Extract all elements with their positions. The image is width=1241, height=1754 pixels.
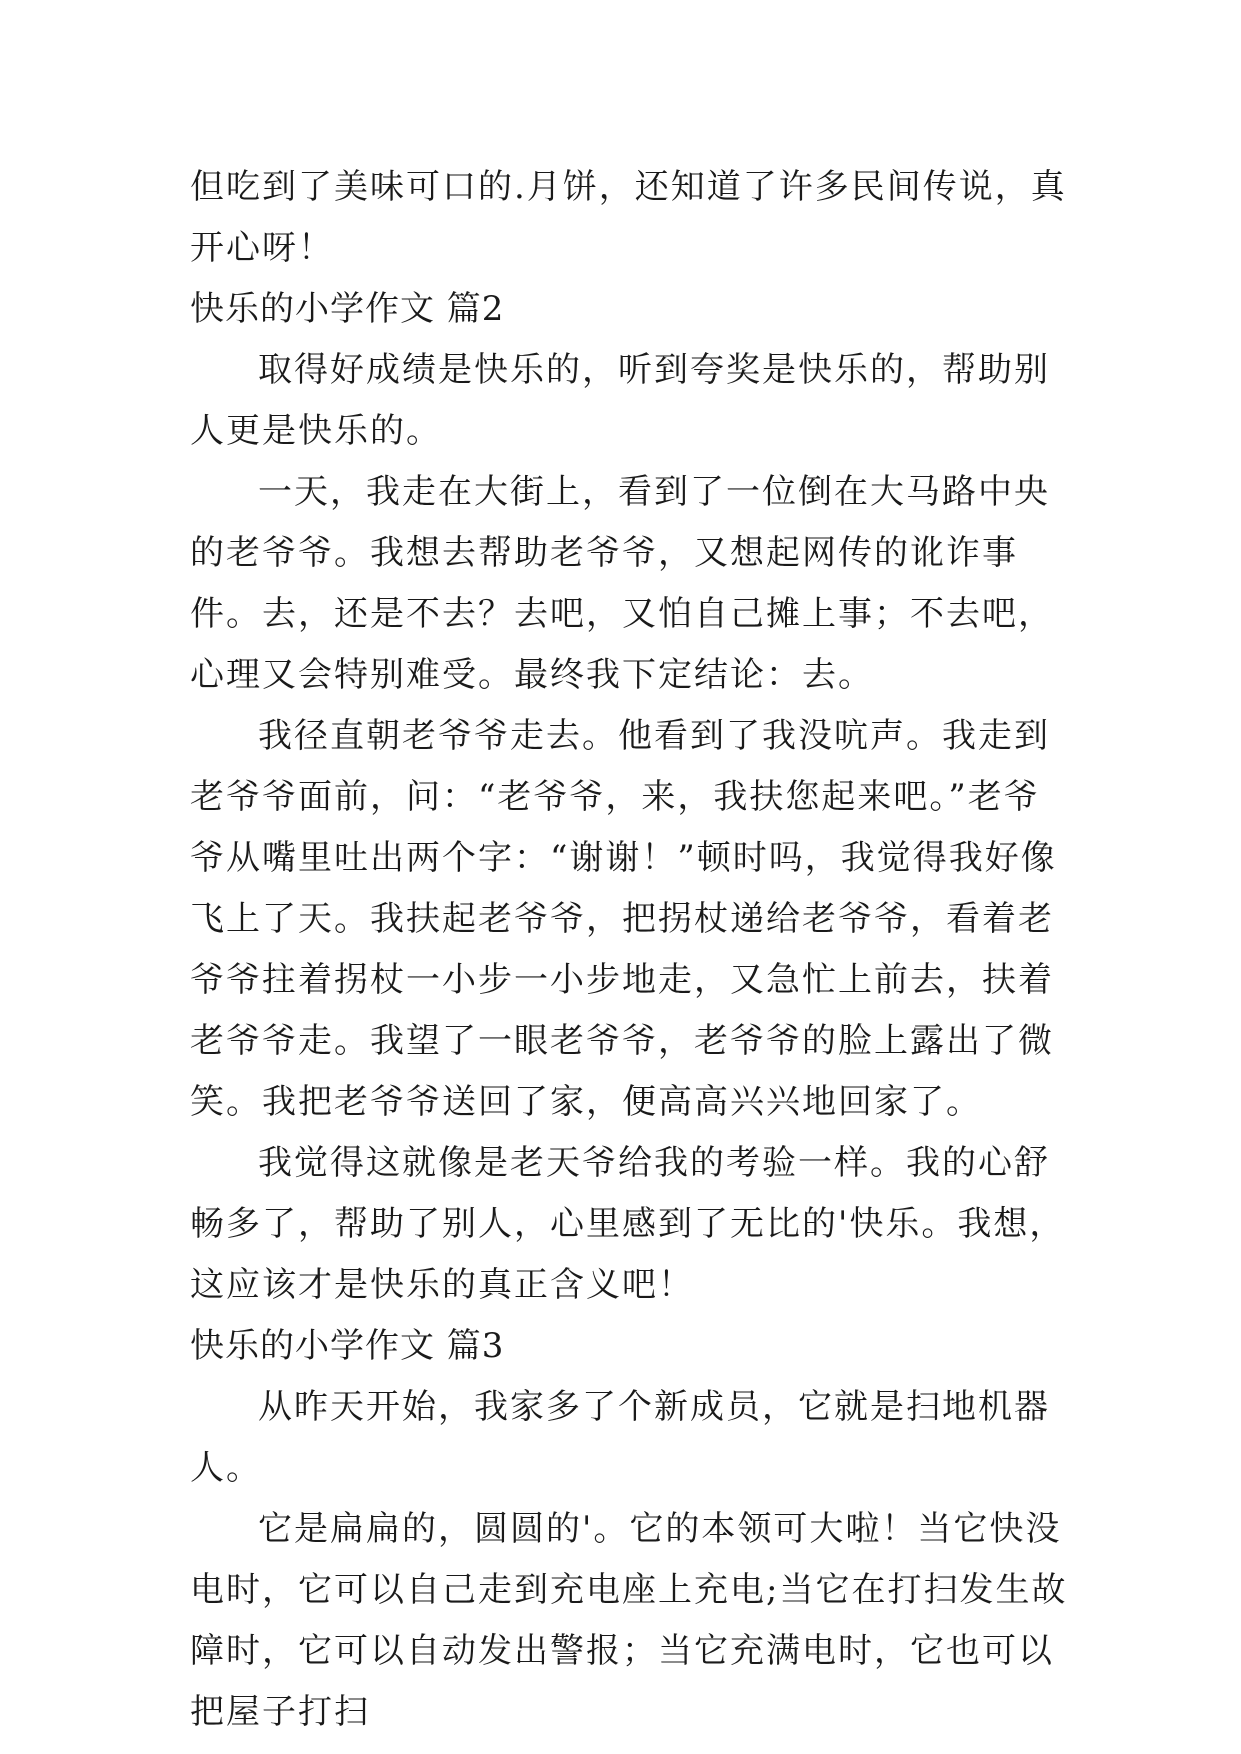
essay-heading-3: 快乐的小学作文 篇3 (190, 1326, 505, 1366)
document-body (190, 157, 1075, 1743)
paragraph-conclusion: 我觉得这就像是老天爷给我的考验一样。我的心舒畅多了，帮助了别人，心里感到了无比的'快乐。我想，这应该才是快乐的真正含义吧！ (190, 1143, 1066, 1305)
paragraph-moon-cake-ending: 但吃到了美味可口的.月饼，还知道了许多民间传说，真开心呀！ (190, 167, 1067, 268)
paragraph-street: 一天，我走在大街上，看到了一位倒在大马路中央的老爷爷。我想去帮助老爷爷，又想起网传的讹诈事件。去，还是不去？去吧，又怕自己摊上事；不去吧，心理又会特别难受。最终我下定结论：去。 (190, 472, 1054, 695)
paragraph-robot-intro: 从昨天开始，我家多了个新成员，它就是扫地机器人。 (190, 1387, 1050, 1488)
paragraph-robot-abilities: 它是扁扁的，圆圆的'。它的本领可大啦！当它快没电时，它可以自己走到充电座上充电;当它在打扫发生故障时，它可以自动发出警报；当它充满电时，它也可以把屋子打扫 (190, 1509, 1068, 1732)
paragraph-helping: 我径直朝老爷爷走去。他看到了我没吭声。我走到老爷爷面前，问：“老爷爷，来，我扶您起来吧。”老爷爷从嘴里吐出两个字：“谢谢！”顿时吗，我觉得我好像飞上了天。我扶起老爷爷，把拐杖递给老爷爷，看着老爷爷拄着拐杖一小步一小步地走，又急忙上前去，扶着老爷爷走。我望了一眼老爷爷，老爷爷的脸上露出了微笑。我把老爷爷送回了家，便高高兴兴地回家了。 (190, 716, 1057, 1122)
paragraph-intro: 取得好成绩是快乐的，听到夸奖是快乐的，帮助别人更是快乐的。 (190, 350, 1050, 451)
essay-heading-2: 快乐的小学作文 篇2 (190, 289, 505, 329)
